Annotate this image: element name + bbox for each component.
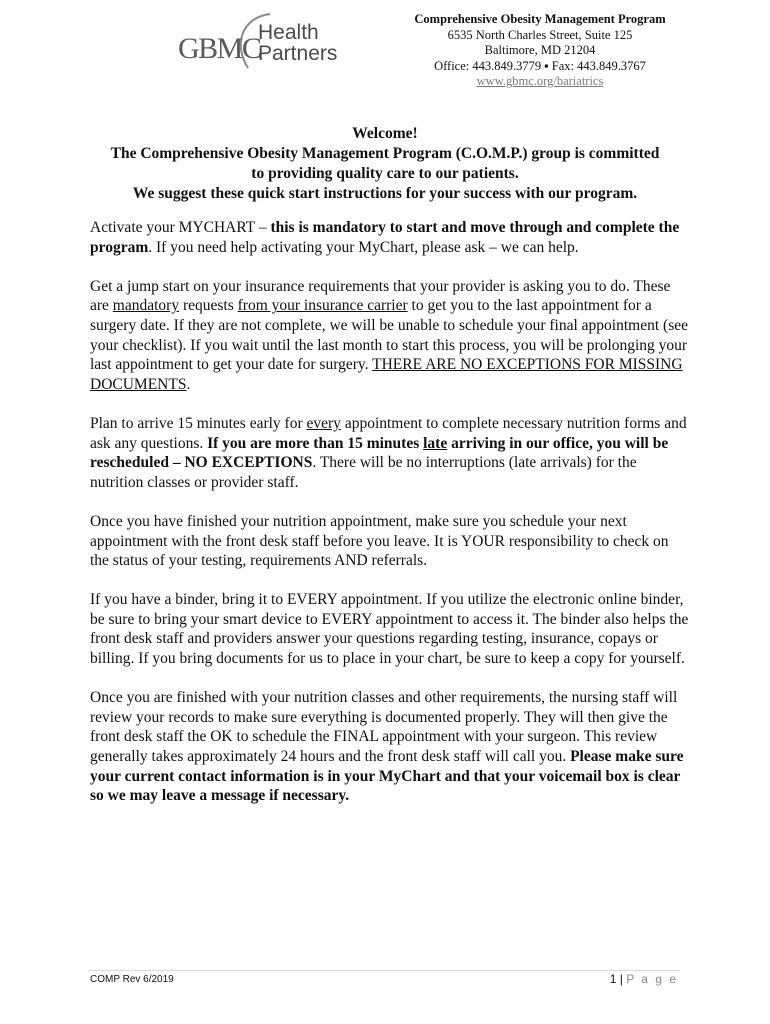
p6-text-a: Once you are finished with your nutrition classes and other requirements, the nursing staff will review your records to make sure everything is documented properly. They will then give the front desk staff the OK to schedule the FINAL appointment with your surgeon. This review generally takes approximately 24 hours and the front desk staff will call you. (90, 689, 678, 766)
footer-page (610, 972, 678, 986)
logo-mark: GBMC (178, 32, 261, 65)
phone-fax: Office: 443.849.3779 ▪ Fax: 443.849.3767 (434, 58, 646, 73)
p3-bold-late: late (423, 434, 448, 452)
p6-bold: Please make sure your current contact information is in your MyChart and that your voicemail box is clear so we may leave a message if necessary. (90, 748, 684, 805)
p1-bold: this is mandatory to start and move through and complete the program (90, 219, 680, 256)
gbmc-logo (178, 10, 338, 72)
p3-bold-f: arriving in our office, you will be rescheduled – NO EXCEPTIONS (90, 434, 669, 472)
org-name: Comprehensive Obesity Management Program (414, 12, 666, 26)
p3-text-c: appointment to complete necessary nutrition forms and ask any questions. (90, 414, 687, 452)
paragraph-insurance (90, 277, 690, 395)
address-line-1: 6535 North Charles Street, Suite 125 (447, 27, 633, 42)
logo-line-1: Health (258, 21, 319, 44)
welcome-line-2: The Comprehensive Obesity Management Program (C.O.M.P.) group is committed (110, 145, 660, 162)
footer-revision: COMP Rev 6/2019 (90, 974, 174, 985)
p2-text-c: requests (179, 297, 238, 315)
p2-text-a: Get a jump start on your insurance requirements that your provider is asking you to do. These are (90, 277, 671, 315)
paragraph-arrival (90, 414, 690, 492)
p3-text-a: Plan to arrive 15 minutes early for (90, 414, 307, 432)
p2-underline-carrier: from your insurance carrier (237, 297, 408, 315)
p2-text-g: . (186, 375, 191, 393)
p3-text-g: . There will be no interruptions (late arrivals) for the nutrition classes or provider staff. (90, 454, 637, 491)
paragraph-nutrition: Once you have finished your nutrition appointment, make sure you schedule your next appointment with the front desk staff before you leave. It is YOUR responsibility to check on the status of your testing, requirements AND referrals. (90, 512, 669, 570)
address-line-2: Baltimore, MD 21204 (484, 43, 596, 57)
document-body (90, 218, 690, 825)
page-separator: | (619, 972, 623, 986)
paragraph-final-review (90, 688, 690, 806)
p1-text-a: Activate your MYCHART – (90, 219, 271, 236)
page-word: P a g e (626, 972, 678, 986)
welcome-heading (60, 124, 710, 204)
p2-text-e: to get you to the last appointment for a surgery date. If they are not complete, we will be unable to schedule your final appointment (see your checklist). If you wait until the last month to start this process, you will be prolonging your last appointment to get your date for surgery. (90, 297, 688, 374)
p1-text-c: . If you need help activating your MyChart, please ask – we can help. (148, 238, 579, 256)
p2-underline-mandatory: mandatory (112, 297, 180, 315)
welcome-line-1: Welcome! (352, 125, 418, 142)
p3-underline-every: every (306, 414, 341, 432)
p3-bold-d: If you are more than 15 minutes (207, 434, 424, 452)
website-link[interactable]: www.gbmc.org/bariatrics (476, 74, 604, 88)
paragraph-binder: If you have a binder, bring it to EVERY appointment. If you utilize the electronic online binder, be sure to bring your smart device to EVERY appointment to access it. The binder also helps the front desk staff and providers answer your questions regarding testing, insurance, copays or billing. If you bring documents for us to place in your chart, be sure to keep a copy for yourself. (90, 591, 689, 668)
welcome-line-3: to providing quality care to our patients. (251, 165, 519, 182)
paragraph-mychart (90, 218, 690, 257)
footer-divider (88, 970, 680, 971)
org-header (400, 12, 680, 90)
p2-underline-exceptions: THERE ARE NO EXCEPTIONS FOR MISSING DOCUMENTS (90, 356, 683, 393)
logo-line-2: Partners (258, 42, 338, 65)
page-number: 1 (609, 972, 617, 986)
welcome-line-4: We suggest these quick start instructions for your success with our program. (132, 185, 638, 202)
